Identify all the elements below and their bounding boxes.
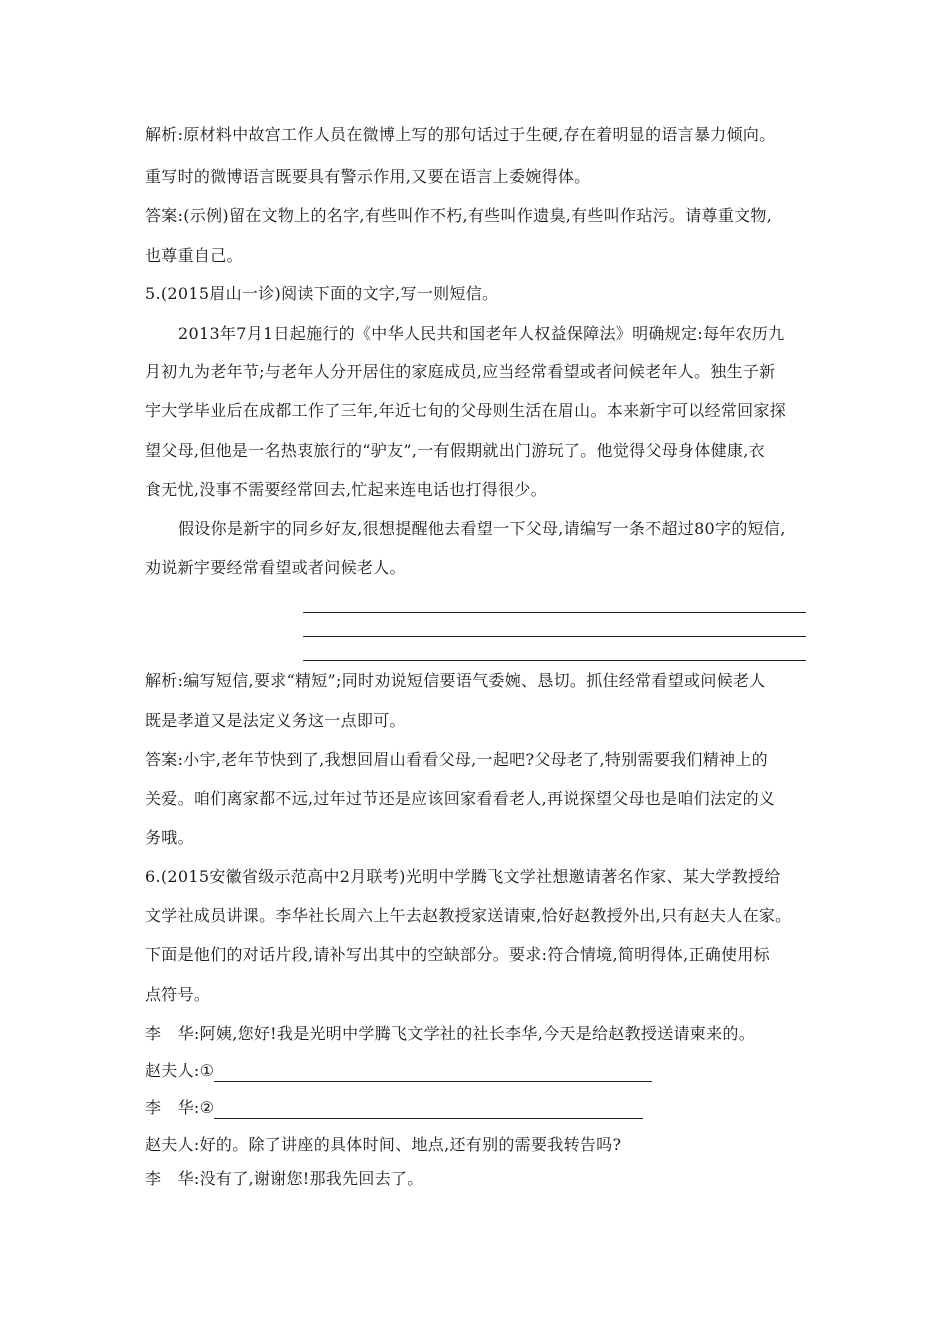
dialogue-speaker: 李 华: [145,1169,200,1188]
q5-answer-line-3: 务哦。 [145,828,194,847]
q5-answer-line-1: 答案:小宇,老年节快到了,我想回眉山看看父母,一起吧?父母老了,特别需要我们精神上的 [145,750,768,769]
dialogue-speaker: 李 华: [145,1098,200,1117]
dialogue-text: 好的。除了讲座的具体时间、地点,还有别的需要我转告吗? [199,1135,622,1154]
answer-blank-line[interactable] [303,660,806,661]
q4-analysis-line-2: 重写时的微博语言既要具有警示作用,又要在语言上委婉得体。 [145,167,591,186]
dialogue-blank-marker: ① [199,1061,215,1080]
dialogue-line [145,1023,755,1045]
q6-stem-line-4: 点符号。 [145,985,211,1004]
q5-paragraph-1-line-5: 食无忧,没事不需要经常回去,忙起来连电话也打得很少。 [145,480,547,499]
dialogue-blank-marker: ② [199,1098,215,1117]
dialogue-speaker: 李 华: [145,1024,200,1043]
q5-paragraph-1-line-3: 宇大学毕业后在成都工作了三年,年近七旬的父母则生活在眉山。本来新宇可以经常回家探 [145,401,787,420]
q5-answer-line-2: 关爱。咱们离家都不远,过年过节还是应该回家看看老人,再说探望父母也是咱们法定的义 [145,789,776,808]
q6-stem-line-1: 6.(2015安徽省级示范高中2月联考)光明中学腾飞文学社想邀请著名作家、某大学教授给 [145,867,781,886]
q5-analysis-line-1: 解析:编写短信,要求“精短”;同时劝说短信要语气委婉、恳切。抓住经常看望或问候老人 [145,671,766,690]
dialogue-line [145,1168,424,1190]
q6-stem-line-2: 文学社成员讲课。李华社长周六上午去赵教授家送请柬,恰好赵教授外出,只有赵夫人在家。 [145,906,792,925]
q5-paragraph-1-line-4: 望父母,但他是一名热衷旅行的“驴友”,一有假期就出门游玩了。他觉得父母身体健康,衣 [145,441,765,460]
dialogue-text: 没有了,谢谢您!那我先回去了。 [199,1169,424,1188]
dialogue-line [145,1060,652,1082]
q5-analysis-line-2: 既是孝道又是法定义务这一点即可。 [145,711,406,730]
q5-paragraph-1-line-1: 2013年7月1日起施行的《中华人民共和国老年人权益保障法》明确规定:每年农历九 [178,324,785,343]
answer-blank-line[interactable] [303,636,806,637]
answer-blank-line[interactable] [303,612,806,613]
q5-paragraph-2-line-2: 劝说新宇要经常看望或者问候老人。 [145,558,406,577]
q6-stem-line-3: 下面是他们的对话片段,请补写出其中的空缺部分。要求:符合情境,简明得体,正确使用标 [145,945,770,964]
dialogue-line [145,1134,621,1156]
dialogue-speaker: 赵夫人: [145,1061,200,1080]
q5-paragraph-1-line-2: 月初九为老年节;与老年人分开居住的家庭成员,应当经常看望或者问候老年人。独生子新 [145,362,776,381]
dialogue-answer-blank[interactable] [214,1100,643,1119]
q4-answer-line-2: 也尊重自己。 [145,246,243,265]
q4-analysis-line-1: 解析:原材料中故宫工作人员在微博上写的那句话过于生硬,存在着明显的语言暴力倾向。 [145,125,776,144]
q5-paragraph-2-line-1: 假设你是新宇的同乡好友,很想提醒他去看望一下父母,请编写一条不超过80字的短信, [178,519,786,538]
dialogue-answer-blank[interactable] [214,1063,652,1082]
dialogue-speaker: 赵夫人: [145,1135,200,1154]
dialogue-line [145,1097,643,1119]
q4-answer-line-1: 答案:(示例)留在文物上的名字,有些叫作不朽,有些叫作遗臭,有些叫作玷污。请尊重文物, [145,206,773,225]
q5-stem: 5.(2015眉山一诊)阅读下面的文字,写一则短信。 [145,284,499,303]
dialogue-text: 阿姨,您好!我是光明中学腾飞文学社的社长李华,今天是给赵教授送请柬来的。 [199,1024,755,1043]
